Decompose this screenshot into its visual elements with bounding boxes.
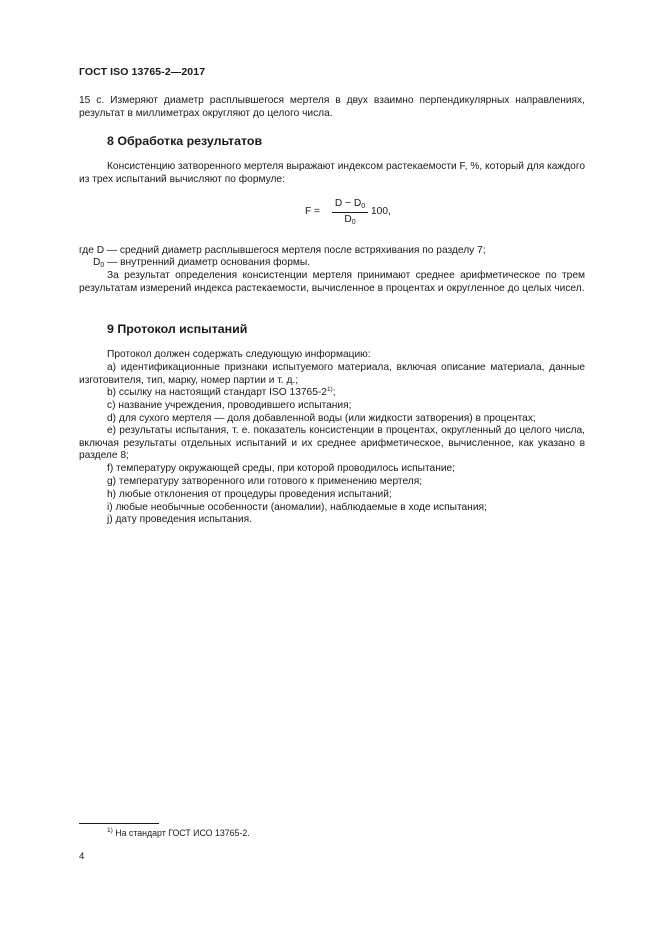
document-header: ГОСТ ISO 13765-2—2017 [79,66,206,78]
section-8-paragraph-1: Консистенцию затворенного мертеля выражают индексом растекаемости F, %, который для каждого из трех испытаний вычисляют по формуле: [79,161,585,185]
list-item-a: a) идентификационные признаки испытуемого материала, включая описание материала, данные изготовителя, тип, марку, номер партии и т. д.; [79,362,585,386]
list-item-j: j) дату проведения испытания. [107,514,252,525]
list-item-c: c) название учреждения, проводившего испытания; [107,400,352,411]
formula-fraction-bar [332,212,368,213]
formula-lhs: F = [305,206,321,217]
formula-denominator: $D_0$ [344,214,356,226]
footnote: $^{1)}$ На стандарт ГОСТ ИСО 13765-2. [107,827,250,838]
list-item-g: g) температуру затворенного или готового к применению мертеля; [107,476,423,487]
where-line-1: где D — средний диаметр расплывшегося мертеля после встряхивания по разделу 7; [79,245,486,256]
formula-rhs: 100, [371,206,391,217]
intro-paragraph: 15 с. Измеряют диаметр расплывшегося мертеля в двух взаимно перпендикулярных направлениях, результат в миллиметрах округляют до целого числа. [79,95,585,119]
section-8-heading: 8 Обработка результатов [107,134,263,148]
page-number: 4 [79,851,85,862]
list-item-f: f) температуру окружающей среды, при которой проводилось испытание; [107,463,456,474]
formula-F [305,198,415,232]
list-item-h: h) любые отклонения от процедуры проведения испытаний; [107,489,392,500]
where-line-2: $D_0$ — внутренний диаметр основания формы. [93,257,311,269]
section-9-heading: 9 Протокол испытаний [107,322,248,336]
formula-numerator: $D - D_0$ [334,198,366,210]
section-9-lead: Протокол должен содержать следующую информацию: [107,349,371,360]
list-item-i: i) любые необычные особенности (аномалии), наблюдаемые в ходе испытания; [107,502,487,513]
list-item-b: b) ссылку на настоящий стандарт ISO 13765-2$^{1)}$; [107,386,336,398]
list-item-e: e) результаты испытания, т. е. показатель консистенции в процентах, округленный до целого числа, включая результаты отдельных испытаний и их среднее арифметическое, вычисленное, как указано в разделе 8; [79,425,585,462]
list-item-d: d) для сухого мертеля — доля добавленной воды (или жидкости затворения) в процентах; [107,413,536,424]
section-8-paragraph-2: За результат определения консистенции мертеля принимают среднее арифметическое по трем результатам измерений индекса растекаемости, вычисленное в процентах и округленное до целых чисел. [79,270,585,294]
footnote-divider [79,823,159,824]
